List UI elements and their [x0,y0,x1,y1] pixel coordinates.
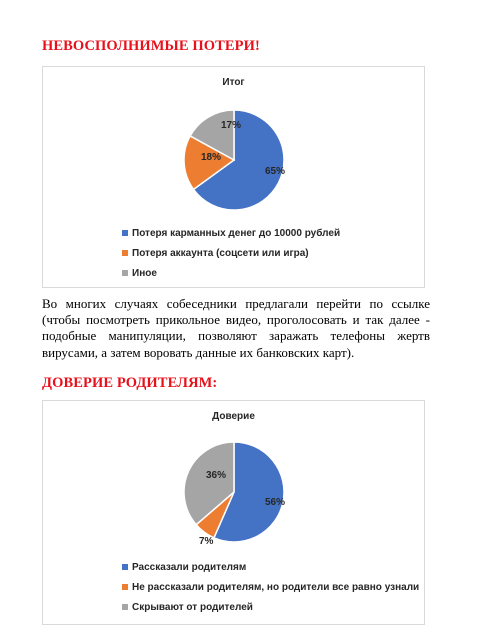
legend-entry [43,223,340,243]
pie-chart [43,401,426,561]
chart-title: Итог [222,77,245,88]
slice-data-label: 17% [221,120,242,131]
chart-title: Доверие [212,411,255,422]
legend-entry [43,263,340,283]
legend-swatch [122,230,128,236]
legend-entry [43,557,419,577]
legend-swatch [122,584,128,590]
legend-label: Потеря аккаунта (соцсети или игра) [132,247,309,259]
chart-legend [43,223,340,283]
chart-legend [43,557,419,617]
legend-entry [43,577,419,597]
legend-swatch [122,250,128,256]
heading-parents-trust: ДОВЕРИЕ РОДИТЕЛЯМ: [42,375,218,391]
chart-trust [42,400,425,625]
pie-chart [43,67,426,227]
legend-entry [43,597,419,617]
slice-data-label: 36% [206,470,227,481]
legend-label: Потеря карманных денег до 10000 рублей [132,227,341,239]
legend-label: Рассказали родителям [132,561,247,573]
legend-swatch [122,564,128,570]
legend-swatch [122,604,128,610]
legend-swatch [122,270,128,276]
legend-entry [43,243,340,263]
body-paragraph: Во многих случаях собеседники предлагали перейти по ссылке (чтобы посмотреть прикольное видео, проголосовать и так далее - подобные манипуляции, позволяют заражать телефоны жертв вирусами, а затем воровать данные их банковских карт). [42,296,430,360]
slice-data-label: 18% [201,152,222,163]
heading-irreplaceable-losses: НЕВОСПОЛНИМЫЕ ПОТЕРИ! [42,38,260,54]
legend-label: Не рассказали родителям, но родители все равно узнали [132,581,420,593]
slice-data-label: 56% [265,497,286,508]
legend-label: Скрывают от родителей [132,601,253,613]
slice-data-label: 65% [265,166,286,177]
slice-data-label: 7% [199,536,214,547]
legend-label: Иное [132,267,157,279]
chart-outcome [42,66,425,288]
